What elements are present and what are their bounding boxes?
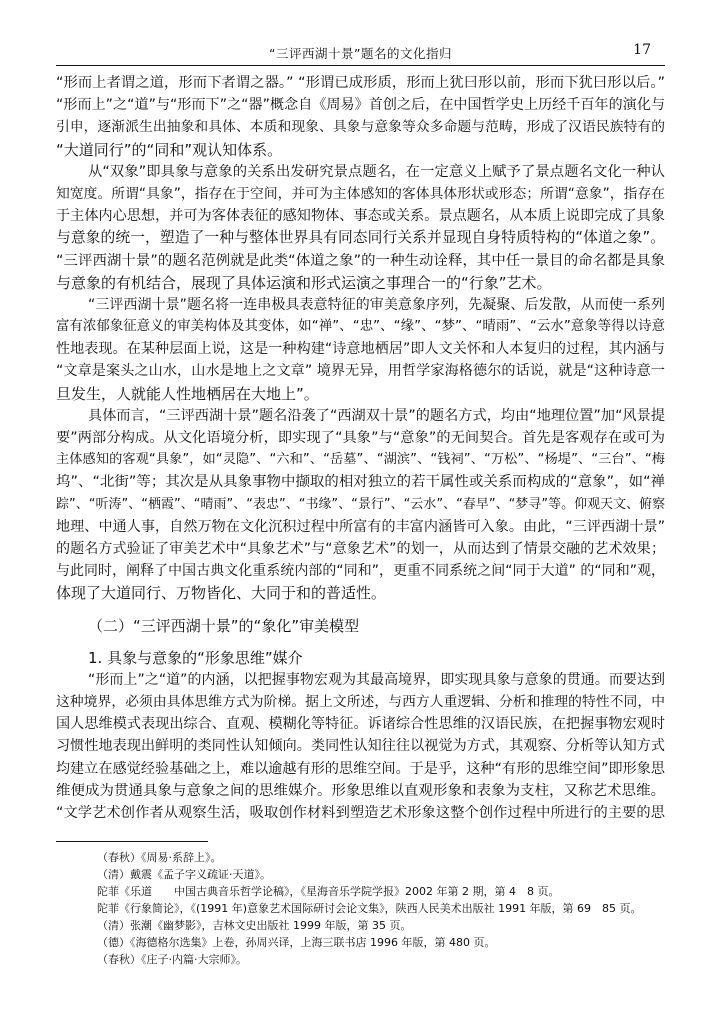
footnote: （清）戴震《孟子字义疏证·天道》。 <box>97 868 271 881</box>
text-line: “三评西湖十景”题名将一连串极具表意特征的审美意象序列，先凝聚、后发散，从而使一系列 <box>88 296 665 313</box>
footnote: 陀菲《乐道 中国古典音乐哲学论稿》，《星海音乐学院学报》2002 年第 2 期，第 4 8 页。 <box>97 885 560 898</box>
text-line: 这种境界，必须由具体思维方式为阶梯。据上文所述，与西方人重逻辑、分析和推理的特性不同，中 <box>56 694 665 711</box>
text-line: 体现了大道同行、万物皆化、大同于和的普适性。 <box>56 584 387 603</box>
text-line: 引申，逐渐派生出抽象和具体、本质和现象、具象与意象等众多命题与范畴，形成了汉语民族特有的 <box>56 119 665 136</box>
body-text <box>56 72 665 824</box>
text-line: 要”两部分构成。从文化语境分析，即实现了“具象”与“意象”的无间契合。首先是客观存在或可为 <box>56 430 665 446</box>
footnote: （清）张潮《幽梦影》，吉林文史出版社 1999 年版，第 35 页。 <box>97 919 412 932</box>
footnote: 陀菲《行象简论》，《(1991 年)意象艺术国际研讨会论文集》，陕西人民美术出版社 1991 年版，第 69 85 页。 <box>97 902 642 915</box>
text-line: “大道同行”的“同和”观认知体系。 <box>56 140 283 159</box>
text-line: 国人思维模式表现出综合、直观、模糊化等特征。诉诸综合性思维的汉语民族，在把握事物宏观时 <box>56 716 665 733</box>
footnote: （春秋）《周易·系辞上》。 <box>97 851 222 864</box>
text-line: 旦发生，人就能人性地栖居在大地上”。 <box>56 384 319 403</box>
text-line: “文章是案头之山水，山水是地上之文章” 境界无异，用哲学家海格德尔的话说，就是“这种诗意一 <box>56 363 665 380</box>
text-line: 的题名方式验证了审美艺术中“具象艺术”与“意象艺术”的划一，从而达到了情景交融的艺术效果； <box>56 540 665 557</box>
text-line: 地理、中通人事，自然万物在文化沉积过程中所富有的丰富内涵皆可入象。由此，“三评西湖十景” <box>56 518 665 535</box>
text-line: 主体感知的客观“具象”，如“灵隐”、“六和”、“岳墓”、“湖滨”、“钱祠”、“万松”、“杨堤”、“三台”、“梅 <box>56 452 665 468</box>
footnote-separator <box>56 841 208 842</box>
text-line: 性地表现。在某种层面上说，这是一种构建“诗意地栖居”即人文关怀和人本复归的过程，其内涵与 <box>56 341 665 358</box>
text-line: 富有浓郁象征意义的审美构体及其变体，如“禅”、“忠”、“缘”、“梦”、“晴雨”、“云水”意象等得以诗意 <box>56 319 665 335</box>
text-line: 与此同时，阐释了中国古典文化重系统内部的“同和”，更重不同系统之间“同于大道” 的“同和”观， <box>56 563 665 580</box>
text-line: 与意象的有机结合，展现了具体运演和形式运演之事理合一的“行象”艺术。 <box>56 273 552 292</box>
text-line: 维便成为贯通具象与意象之间的思维媒介。形象思维以直观形象和表象为支柱，又称艺术思维。 <box>56 782 665 799</box>
text-line: 于主体内心思想，并可为客体表征的感知物体、事态或关系。景点题名，从本质上说即完成了具象 <box>56 208 665 225</box>
subsection-heading: 1. 具象与意象的“形象思维”媒介 <box>88 648 303 667</box>
running-title: “三评西湖十景”题名的文化指归 <box>269 46 452 61</box>
footnotes <box>97 849 642 968</box>
text-line: 踪”、“听涛”、“栖霞”、“晴雨”、“表忠”、“书缘”、“景行”、“云水”、“春早”、“梦寻”等。仰观天文、俯察 <box>56 496 665 512</box>
text-line: “文学艺术创作者从观察生活，吸取创作材料到塑造艺术形象这整个创作过程中所进行的主要的思 <box>56 805 665 821</box>
text-line: “形而上”之“道”与“形而下”之“器”概念自《周易》首创之后，在中国哲学史上历经千百年的演化与 <box>56 97 665 114</box>
text-line: “形而上”之“道”的内涵，以把握事物宏观为其最高境界，即实现具象与意象的贯通。而要达到 <box>88 671 665 688</box>
text-line: 坞”、“北街”等；其次是从具象事物中撷取的相对独立的若干属性或关系而构成的“意象”，如“禅 <box>56 474 665 491</box>
text-line: “三评西湖十景”的题名范例就是此类“体道之象”的一种生动诠释，其中任一景目的命名都是具象 <box>56 252 665 269</box>
text-line: 知宽度。所谓“具象”，指存在于空间，并可为主体感知的客体具体形状或形态；所谓“意象”，指存在 <box>56 185 665 202</box>
text-line: 具体而言，“三评西湖十景”题名沿袭了“西湖双十景”的题名方式，均由“地理位置”加“风景提 <box>88 407 665 424</box>
text-line: “形而上者谓之道，形而下者谓之器。” “形谓已成形质，形而上犹曰形以前，形而下犹曰形以后。” <box>56 75 665 91</box>
running-header <box>56 40 665 66</box>
page-number: 17 <box>633 42 651 58</box>
text-line: 习惯性地表现出鲜明的类同性认知倾向。类同性认知往往以视觉为方式，其观察、分析等认知方式 <box>56 738 665 755</box>
text-line: 与意象的统一，塑造了一种与整体世界具有同态同行关系并显现自身特质特构的“体道之象”。 <box>56 229 665 247</box>
text-line: 从“双象”即具象与意象的关系出发研究景点题名，在一定意义上赋予了景点题名文化一种认 <box>88 163 665 180</box>
footnote: （德）《海德格尔选集》上卷，孙周兴译，上海三联书店 1996 年版，第 480 页。 <box>97 936 496 949</box>
section-heading: （二）“三评西湖十景”的“象化”审美模型 <box>88 616 360 635</box>
text-line: 均建立在感觉经验基础之上，难以逾越有形的思维空间。于是乎，这种“有形的思维空间”即形象思 <box>56 760 665 777</box>
footnote: （春秋）《庄子·内篇·大宗师》。 <box>97 953 247 966</box>
